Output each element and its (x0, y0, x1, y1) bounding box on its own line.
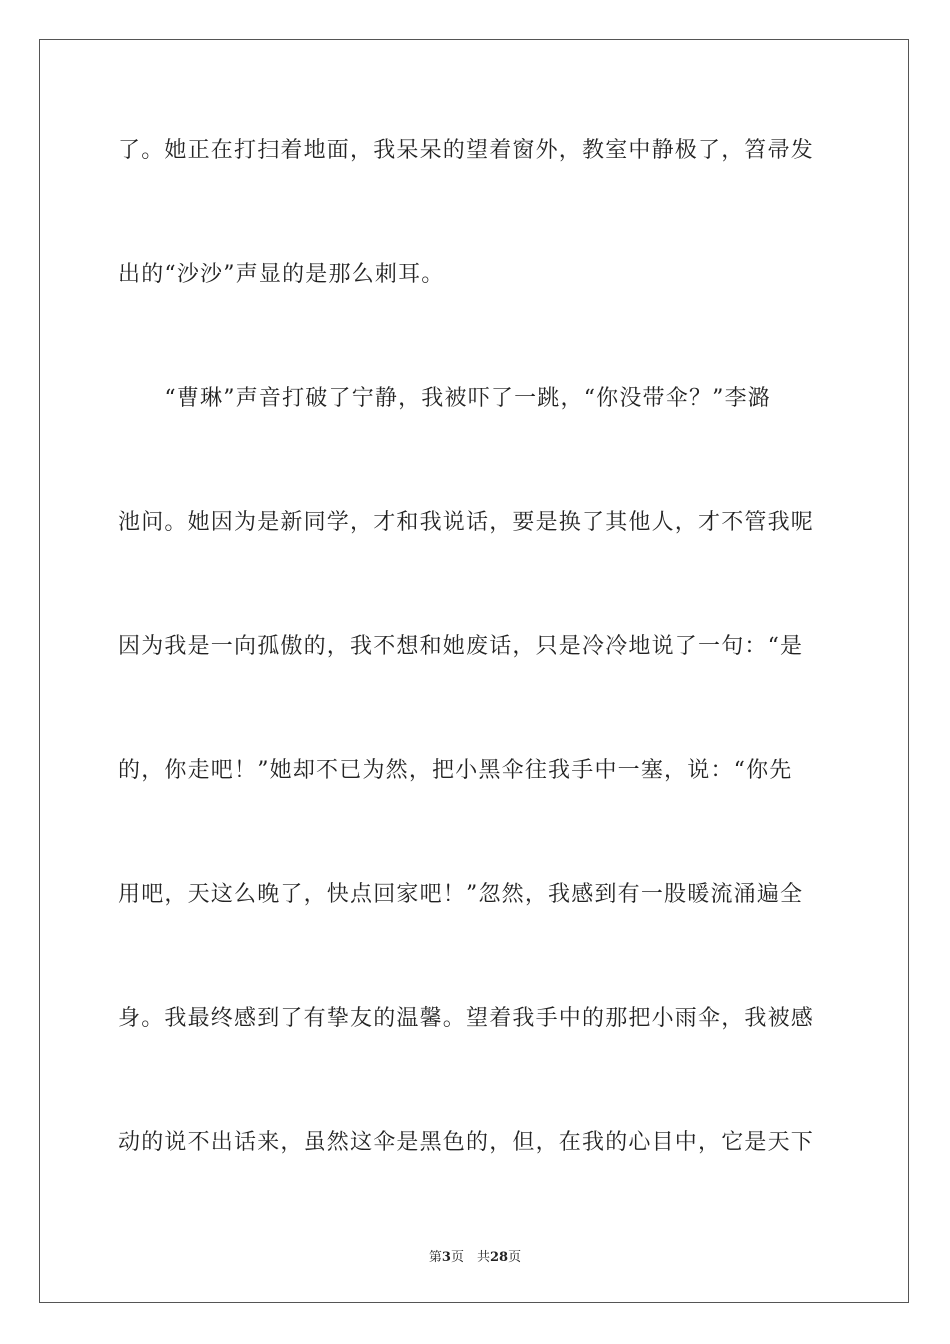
text-line: 了。她正在打扫着地面，我呆呆的望着窗外，教室中静极了，笤帚发 (118, 138, 815, 163)
text-line: 身。我最终感到了有挚友的温馨。望着我手中的那把小雨伞，我被感 (118, 1006, 815, 1031)
text-line: 池问。她因为是新同学，才和我说话，要是换了其他人，才不管我呢 (118, 510, 815, 535)
text-line: 因为我是一向孤傲的，我不想和她废话，只是冷冷地说了一句：“是 (118, 634, 804, 659)
text-line: 用吧，天这么晚了，快点回家吧！”忽然，我感到有一股暖流涌遍全 (118, 882, 804, 907)
text-line: “曹琳”声音打破了宁静，我被吓了一跳，“你没带伞？”李潞 (118, 386, 771, 411)
footer-middle: 页 共 (450, 1250, 490, 1265)
text-line: 出的“沙沙”声显的是那么刺耳。 (118, 262, 445, 287)
text-line: 动的说不出话来，虽然这伞是黑色的，但，在我的心目中，它是天下 (118, 1130, 815, 1155)
footer-suffix: 页 (508, 1250, 522, 1265)
total-pages-number: 28 (489, 1250, 509, 1265)
page-border (39, 39, 909, 1303)
page-footer (0, 1246, 950, 1265)
text-line: 的，你走吧！”她却不已为然，把小黑伞往我手中一塞，说：“你先 (118, 758, 793, 783)
footer-prefix: 第 (428, 1250, 442, 1265)
current-page-number: 3 (441, 1250, 451, 1265)
